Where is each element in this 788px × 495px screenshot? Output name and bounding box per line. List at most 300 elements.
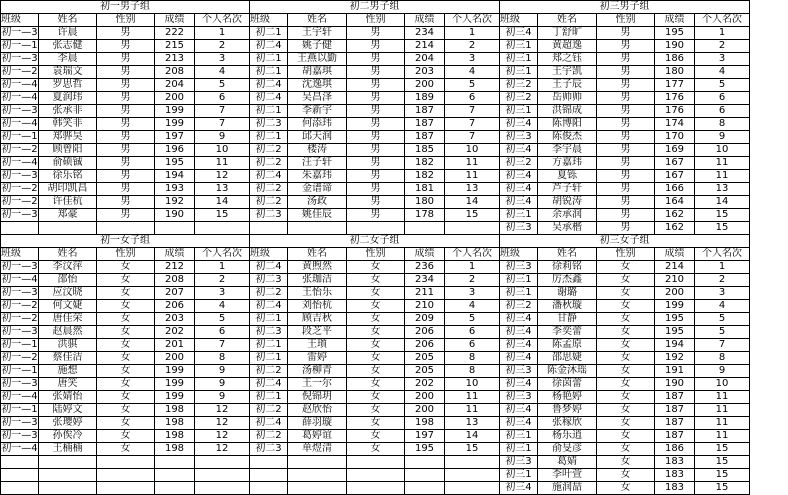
score-cell[interactable]: 191	[655, 365, 695, 378]
rank-cell[interactable]: 10	[195, 144, 250, 157]
rank-cell[interactable]: 11	[695, 430, 750, 443]
rank-cell[interactable]: 3	[195, 53, 250, 66]
class-cell[interactable]: 初一—2	[1, 352, 38, 363]
score-cell[interactable]: 174	[655, 118, 695, 131]
gender-cell[interactable]: 女	[97, 391, 155, 404]
gender-cell[interactable]: 男	[597, 183, 655, 196]
name-cell[interactable]: 厉杰鑫	[538, 274, 597, 287]
gender-cell[interactable]: 男	[597, 92, 655, 105]
name-cell[interactable]: 何添玮	[288, 118, 347, 131]
score-cell[interactable]: 207	[155, 287, 195, 300]
gender-cell[interactable]: 男	[97, 66, 155, 79]
rank-cell[interactable]: 9	[695, 131, 750, 144]
gender-cell[interactable]: 女	[597, 313, 655, 326]
empty-cell[interactable]	[347, 469, 405, 482]
class-cell[interactable]: 初二2	[250, 144, 288, 157]
score-cell[interactable]: 200	[155, 352, 195, 365]
empty-cell[interactable]	[155, 482, 195, 495]
gender-cell[interactable]: 女	[597, 287, 655, 300]
gender-cell[interactable]: 女	[347, 287, 405, 300]
score-cell[interactable]: 195	[655, 326, 695, 339]
score-cell[interactable]: 236	[405, 261, 445, 274]
class-cell[interactable]: 初三2	[500, 157, 538, 170]
score-cell[interactable]: 212	[155, 261, 195, 274]
name-cell[interactable]: 陈博阳	[538, 118, 597, 131]
rank-cell[interactable]: 8	[445, 365, 500, 378]
gender-cell[interactable]: 女	[347, 352, 405, 365]
rank-cell[interactable]: 2	[445, 274, 500, 287]
score-cell[interactable]: 198	[405, 417, 445, 430]
name-cell[interactable]: 姚子健	[288, 40, 347, 53]
gender-cell[interactable]: 女	[97, 339, 155, 352]
gender-cell[interactable]: 男	[347, 53, 405, 66]
gender-cell[interactable]: 男	[597, 105, 655, 118]
name-cell[interactable]: 郑豪	[39, 209, 97, 222]
gender-cell[interactable]: 男	[347, 105, 405, 118]
gender-cell[interactable]: 女	[597, 456, 655, 469]
score-cell[interactable]: 222	[155, 27, 195, 40]
rank-cell[interactable]: 4	[195, 300, 250, 313]
score-cell[interactable]: 205	[405, 352, 445, 365]
class-cell[interactable]: 初一—1	[1, 404, 38, 415]
score-cell[interactable]: 198	[155, 430, 195, 443]
rank-cell[interactable]: 1	[195, 261, 250, 274]
name-cell[interactable]: 倪锦玥	[288, 391, 347, 404]
gender-cell[interactable]: 女	[97, 352, 155, 365]
name-cell[interactable]: 夏铄	[538, 170, 597, 183]
score-cell[interactable]: 167	[655, 157, 695, 170]
gender-cell[interactable]: 女	[597, 417, 655, 430]
gender-cell[interactable]: 男	[347, 170, 405, 183]
class-cell[interactable]: 初二4	[250, 378, 288, 391]
gender-cell[interactable]: 男	[597, 144, 655, 157]
class-cell[interactable]: 初一—1	[1, 131, 38, 142]
name-cell[interactable]: 邱天润	[288, 131, 347, 144]
score-cell[interactable]: 199	[155, 365, 195, 378]
score-cell[interactable]: 200	[155, 92, 195, 105]
rank-cell[interactable]: 10	[695, 378, 750, 391]
gender-cell[interactable]: 女	[347, 274, 405, 287]
rank-cell[interactable]: 9	[195, 365, 250, 378]
gender-cell[interactable]: 女	[97, 313, 155, 326]
class-cell[interactable]: 初三1	[500, 469, 538, 482]
rank-cell[interactable]: 1	[695, 261, 750, 274]
score-cell[interactable]: 162	[655, 209, 695, 222]
name-cell[interactable]: 汤柳青	[288, 365, 347, 378]
score-cell[interactable]: 198	[155, 404, 195, 417]
rank-cell[interactable]: 9	[695, 365, 750, 378]
empty-cell[interactable]	[347, 222, 405, 235]
score-cell[interactable]: 199	[155, 105, 195, 118]
rank-cell[interactable]: 12	[195, 417, 250, 430]
gender-cell[interactable]: 女	[347, 417, 405, 430]
score-cell[interactable]: 180	[655, 66, 695, 79]
score-cell[interactable]: 197	[405, 430, 445, 443]
name-cell[interactable]: 郑骅昊	[39, 131, 97, 144]
gender-cell[interactable]: 女	[597, 261, 655, 274]
gender-cell[interactable]: 女	[597, 469, 655, 482]
name-cell[interactable]: 杨艳婷	[538, 391, 597, 404]
gender-cell[interactable]: 女	[97, 404, 155, 417]
gender-cell[interactable]: 男	[97, 170, 155, 183]
class-cell[interactable]: 初一—2	[1, 313, 38, 324]
name-cell[interactable]: 王楠楠	[39, 443, 97, 456]
class-cell[interactable]: 初二4	[250, 170, 288, 183]
gender-cell[interactable]: 女	[347, 261, 405, 274]
name-cell[interactable]: 吴昌泽	[288, 92, 347, 105]
gender-cell[interactable]: 女	[347, 326, 405, 339]
class-cell[interactable]: 初三4	[500, 170, 538, 183]
rank-cell[interactable]: 15	[195, 209, 250, 222]
empty-cell[interactable]	[195, 469, 250, 482]
score-cell[interactable]: 199	[155, 391, 195, 404]
rank-cell[interactable]: 2	[195, 274, 250, 287]
class-cell[interactable]: 初三1	[500, 443, 538, 456]
class-cell[interactable]: 初三3	[500, 261, 538, 274]
name-cell[interactable]: 岳帅帅	[538, 92, 597, 105]
class-cell[interactable]: 初三4	[500, 313, 538, 326]
class-cell[interactable]: 初二1	[250, 105, 288, 118]
name-cell[interactable]: 李汶萍	[39, 261, 97, 274]
rank-cell[interactable]: 5	[195, 79, 250, 92]
class-cell[interactable]: 初一—2	[1, 144, 38, 155]
rank-cell[interactable]: 14	[445, 430, 500, 443]
rank-cell[interactable]: 7	[445, 105, 500, 118]
name-cell[interactable]: 黄煦然	[288, 261, 347, 274]
class-cell[interactable]: 初二1	[250, 131, 288, 144]
name-cell[interactable]: 顾曾阳	[39, 144, 97, 157]
name-cell[interactable]: 方嘉玮	[538, 157, 597, 170]
gender-cell[interactable]: 女	[97, 378, 155, 391]
rank-cell[interactable]: 4	[445, 300, 500, 313]
name-cell[interactable]: 应汶晓	[39, 287, 97, 300]
name-cell[interactable]: 楼涛	[288, 144, 347, 157]
rank-cell[interactable]: 13	[195, 183, 250, 196]
class-cell[interactable]: 初一—4	[1, 157, 38, 168]
score-cell[interactable]: 176	[655, 105, 695, 118]
class-cell[interactable]: 初一—3	[1, 378, 38, 389]
name-cell[interactable]: 邵思婕	[538, 352, 597, 365]
name-cell[interactable]: 段芝平	[288, 326, 347, 339]
rank-cell[interactable]: 11	[695, 157, 750, 170]
empty-cell[interactable]	[39, 222, 97, 235]
class-cell[interactable]: 初二4	[250, 40, 288, 53]
class-cell[interactable]: 初二1	[250, 66, 288, 79]
empty-cell[interactable]	[405, 469, 445, 482]
name-cell[interactable]: 张璎婷	[39, 417, 97, 430]
gender-cell[interactable]: 男	[597, 27, 655, 40]
name-cell[interactable]: 雷婷	[288, 352, 347, 365]
class-cell[interactable]: 初二2	[250, 365, 288, 378]
rank-cell[interactable]: 4	[695, 300, 750, 313]
gender-cell[interactable]: 男	[347, 157, 405, 170]
class-cell[interactable]: 初二3	[250, 326, 288, 339]
name-cell[interactable]: 何文婕	[39, 300, 97, 313]
score-cell[interactable]: 204	[155, 79, 195, 92]
rank-cell[interactable]: 3	[195, 287, 250, 300]
name-cell[interactable]: 薛羽璇	[288, 417, 347, 430]
score-cell[interactable]: 201	[155, 339, 195, 352]
class-cell[interactable]: 初三1	[500, 40, 538, 53]
class-cell[interactable]: 初一—2	[1, 183, 38, 194]
rank-cell[interactable]: 9	[195, 131, 250, 144]
gender-cell[interactable]: 男	[597, 170, 655, 183]
class-cell[interactable]: 初三1	[500, 287, 538, 300]
class-cell[interactable]: 初一—4	[1, 79, 38, 90]
class-cell[interactable]: 初一—1	[1, 339, 38, 350]
empty-cell[interactable]	[1, 456, 39, 469]
gender-cell[interactable]: 女	[597, 274, 655, 287]
class-cell[interactable]: 初三4	[500, 27, 538, 40]
empty-cell[interactable]	[195, 222, 250, 235]
gender-cell[interactable]: 女	[597, 443, 655, 456]
name-cell[interactable]: 吴承楷	[538, 222, 597, 235]
rank-cell[interactable]: 1	[195, 27, 250, 40]
class-cell[interactable]: 初一—2	[1, 196, 38, 207]
score-cell[interactable]: 190	[655, 40, 695, 53]
class-cell[interactable]: 初一—3	[1, 417, 38, 428]
name-cell[interactable]: 唐笑	[39, 378, 97, 391]
rank-cell[interactable]: 8	[695, 352, 750, 365]
gender-cell[interactable]: 女	[347, 404, 405, 417]
rank-cell[interactable]: 15	[695, 456, 750, 469]
rank-cell[interactable]: 10	[445, 144, 500, 157]
score-cell[interactable]: 194	[155, 170, 195, 183]
class-cell[interactable]: 初三3	[500, 131, 538, 144]
name-cell[interactable]: 胡锐涛	[538, 196, 597, 209]
name-cell[interactable]: 陈俊杰	[538, 131, 597, 144]
class-cell[interactable]: 初二1	[250, 313, 288, 326]
score-cell[interactable]: 176	[655, 92, 695, 105]
gender-cell[interactable]: 男	[597, 118, 655, 131]
empty-cell[interactable]	[405, 222, 445, 235]
name-cell[interactable]: 李新宇	[288, 105, 347, 118]
name-cell[interactable]: 陈孟原	[538, 339, 597, 352]
empty-cell[interactable]	[97, 469, 155, 482]
score-cell[interactable]: 178	[405, 209, 445, 222]
rank-cell[interactable]: 7	[695, 339, 750, 352]
rank-cell[interactable]: 7	[445, 131, 500, 144]
empty-cell[interactable]	[1, 222, 39, 235]
name-cell[interactable]: 单煜清	[288, 443, 347, 456]
name-cell[interactable]: 张承非	[39, 105, 97, 118]
gender-cell[interactable]: 女	[97, 417, 155, 430]
name-cell[interactable]: 胡印凯昌	[39, 183, 97, 196]
name-cell[interactable]: 葛婷谊	[288, 430, 347, 443]
name-cell[interactable]: 赵晨然	[39, 326, 97, 339]
gender-cell[interactable]: 男	[597, 196, 655, 209]
score-cell[interactable]: 195	[655, 313, 695, 326]
class-cell[interactable]: 初三4	[500, 196, 538, 209]
gender-cell[interactable]: 男	[597, 79, 655, 92]
gender-cell[interactable]: 女	[597, 482, 655, 495]
rank-cell[interactable]: 1	[445, 261, 500, 274]
rank-cell[interactable]: 5	[445, 313, 500, 326]
name-cell[interactable]: 黄超逸	[538, 40, 597, 53]
score-cell[interactable]: 195	[155, 157, 195, 170]
name-cell[interactable]: 张志健	[39, 40, 97, 53]
class-cell[interactable]: 初三3	[500, 222, 538, 235]
gender-cell[interactable]: 女	[347, 339, 405, 352]
name-cell[interactable]: 许晨	[39, 27, 97, 40]
class-cell[interactable]: 初二2	[250, 287, 288, 300]
name-cell[interactable]: 沈逸琪	[288, 79, 347, 92]
class-cell[interactable]: 初一—2	[1, 300, 38, 311]
name-cell[interactable]: 施润喆	[538, 482, 597, 495]
score-cell[interactable]: 200	[405, 391, 445, 404]
class-cell[interactable]: 初三2	[500, 300, 538, 313]
class-cell[interactable]: 初二2	[250, 404, 288, 417]
empty-cell[interactable]	[250, 482, 288, 495]
empty-cell[interactable]	[288, 456, 347, 469]
score-cell[interactable]: 187	[405, 118, 445, 131]
score-cell[interactable]: 164	[655, 196, 695, 209]
class-cell[interactable]: 初二4	[250, 417, 288, 430]
score-cell[interactable]: 202	[405, 378, 445, 391]
rank-cell[interactable]: 5	[695, 313, 750, 326]
score-cell[interactable]: 186	[655, 53, 695, 66]
class-cell[interactable]: 初一—1	[1, 40, 38, 51]
rank-cell[interactable]: 2	[445, 40, 500, 53]
name-cell[interactable]: 朱嘉玮	[288, 170, 347, 183]
name-cell[interactable]: 徐乐铭	[39, 170, 97, 183]
gender-cell[interactable]: 女	[97, 365, 155, 378]
empty-cell[interactable]	[39, 482, 97, 495]
score-cell[interactable]: 187	[655, 430, 695, 443]
name-cell[interactable]: 潘秋璇	[538, 300, 597, 313]
score-cell[interactable]: 234	[405, 27, 445, 40]
score-cell[interactable]: 183	[655, 482, 695, 495]
gender-cell[interactable]: 男	[347, 144, 405, 157]
gender-cell[interactable]: 女	[597, 300, 655, 313]
class-cell[interactable]: 初一—4	[1, 391, 38, 402]
gender-cell[interactable]: 女	[597, 339, 655, 352]
empty-cell[interactable]	[347, 456, 405, 469]
name-cell[interactable]: 李宇晨	[538, 144, 597, 157]
rank-cell[interactable]: 11	[695, 417, 750, 430]
rank-cell[interactable]: 9	[195, 391, 250, 404]
rank-cell[interactable]: 3	[695, 287, 750, 300]
gender-cell[interactable]: 男	[347, 118, 405, 131]
score-cell[interactable]: 202	[155, 326, 195, 339]
name-cell[interactable]: 李晨	[39, 53, 97, 66]
gender-cell[interactable]: 男	[347, 79, 405, 92]
score-cell[interactable]: 199	[155, 118, 195, 131]
gender-cell[interactable]: 女	[347, 391, 405, 404]
rank-cell[interactable]: 4	[445, 66, 500, 79]
name-cell[interactable]: 王瓆	[288, 339, 347, 352]
name-cell[interactable]: 甘静	[538, 313, 597, 326]
empty-cell[interactable]	[445, 456, 500, 469]
score-cell[interactable]: 213	[155, 53, 195, 66]
gender-cell[interactable]: 女	[97, 430, 155, 443]
name-cell[interactable]: 俞硕铖	[39, 157, 97, 170]
empty-cell[interactable]	[405, 482, 445, 495]
name-cell[interactable]: 丁舒旷	[538, 27, 597, 40]
gender-cell[interactable]: 男	[97, 27, 155, 40]
score-cell[interactable]: 210	[655, 274, 695, 287]
class-cell[interactable]: 初三1	[500, 209, 538, 222]
rank-cell[interactable]: 14	[445, 196, 500, 209]
gender-cell[interactable]: 男	[97, 209, 155, 222]
rank-cell[interactable]: 6	[695, 105, 750, 118]
rank-cell[interactable]: 5	[695, 326, 750, 339]
class-cell[interactable]: 初三4	[500, 352, 538, 365]
rank-cell[interactable]: 8	[195, 352, 250, 365]
score-cell[interactable]: 195	[655, 27, 695, 40]
empty-cell[interactable]	[39, 456, 97, 469]
rank-cell[interactable]: 13	[445, 417, 500, 430]
gender-cell[interactable]: 女	[347, 365, 405, 378]
gender-cell[interactable]: 男	[597, 66, 655, 79]
gender-cell[interactable]: 男	[347, 66, 405, 79]
class-cell[interactable]: 初二2	[250, 430, 288, 443]
rank-cell[interactable]: 15	[695, 469, 750, 482]
rank-cell[interactable]: 7	[195, 339, 250, 352]
rank-cell[interactable]: 6	[445, 92, 500, 105]
class-cell[interactable]: 初三3	[500, 456, 538, 469]
score-cell[interactable]: 194	[655, 339, 695, 352]
rank-cell[interactable]: 12	[195, 430, 250, 443]
score-cell[interactable]: 208	[155, 66, 195, 79]
rank-cell[interactable]: 3	[445, 287, 500, 300]
rank-cell[interactable]: 11	[695, 391, 750, 404]
rank-cell[interactable]: 6	[445, 326, 500, 339]
rank-cell[interactable]: 6	[695, 92, 750, 105]
rank-cell[interactable]: 5	[445, 79, 500, 92]
rank-cell[interactable]: 13	[445, 183, 500, 196]
rank-cell[interactable]: 12	[195, 443, 250, 456]
score-cell[interactable]: 169	[655, 144, 695, 157]
score-cell[interactable]: 167	[655, 170, 695, 183]
class-cell[interactable]: 初一—3	[1, 53, 38, 64]
empty-cell[interactable]	[97, 482, 155, 495]
class-cell[interactable]: 初一—3	[1, 105, 38, 116]
gender-cell[interactable]: 男	[97, 118, 155, 131]
empty-cell[interactable]	[288, 469, 347, 482]
rank-cell[interactable]: 5	[195, 313, 250, 326]
class-cell[interactable]: 初一—3	[1, 170, 38, 181]
class-cell[interactable]: 初三2	[500, 79, 538, 92]
score-cell[interactable]: 190	[655, 378, 695, 391]
score-cell[interactable]: 209	[405, 313, 445, 326]
name-cell[interactable]: 俞旻彦	[538, 443, 597, 456]
score-cell[interactable]: 182	[405, 157, 445, 170]
name-cell[interactable]: 李奕蕾	[538, 326, 597, 339]
rank-cell[interactable]: 7	[195, 105, 250, 118]
class-cell[interactable]: 初三4	[500, 417, 538, 430]
name-cell[interactable]: 张稼欣	[538, 417, 597, 430]
score-cell[interactable]: 197	[155, 131, 195, 144]
name-cell[interactable]: 陆婷文	[39, 404, 97, 417]
gender-cell[interactable]: 女	[347, 443, 405, 456]
rank-cell[interactable]: 6	[195, 326, 250, 339]
name-cell[interactable]: 赵欣怡	[288, 404, 347, 417]
name-cell[interactable]: 杨乐逍	[538, 430, 597, 443]
score-cell[interactable]: 200	[405, 404, 445, 417]
name-cell[interactable]: 金谱谛	[288, 183, 347, 196]
rank-cell[interactable]: 9	[195, 378, 250, 391]
rank-cell[interactable]: 11	[445, 157, 500, 170]
score-cell[interactable]: 199	[155, 378, 195, 391]
class-cell[interactable]: 初三1	[500, 53, 538, 66]
gender-cell[interactable]: 男	[97, 157, 155, 170]
rank-cell[interactable]: 11	[445, 391, 500, 404]
name-cell[interactable]: 唐佳荣	[39, 313, 97, 326]
rank-cell[interactable]: 8	[695, 118, 750, 131]
empty-cell[interactable]	[97, 222, 155, 235]
class-cell[interactable]: 初二4	[250, 79, 288, 92]
